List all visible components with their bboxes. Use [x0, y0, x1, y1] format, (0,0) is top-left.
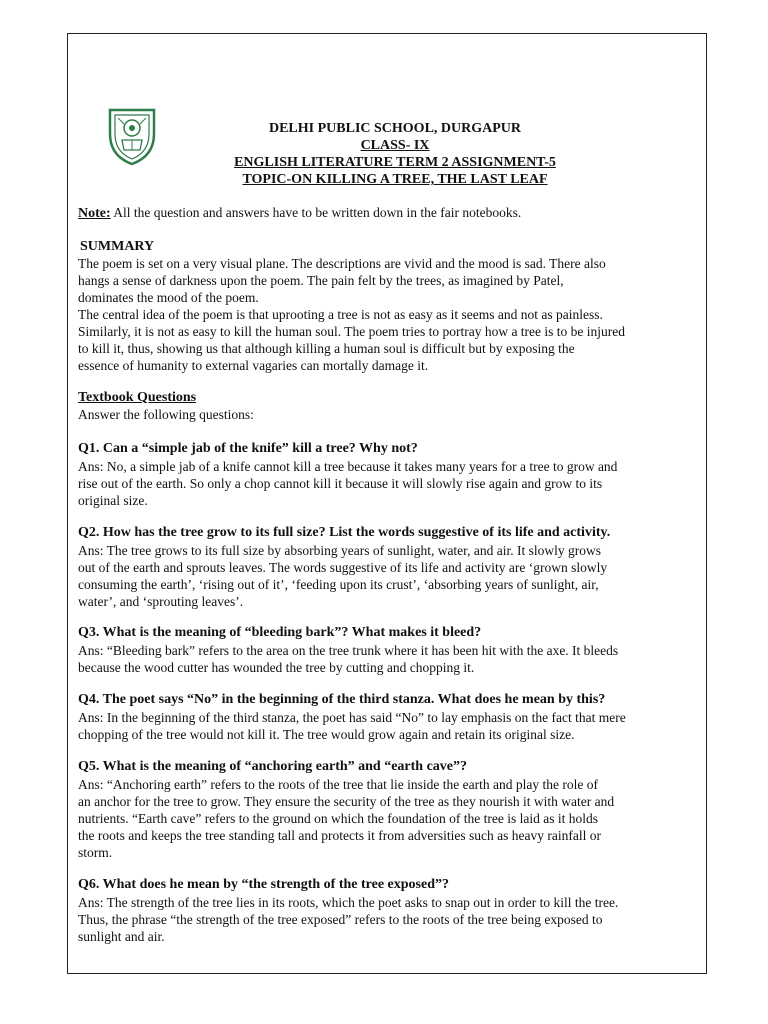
summary-line: Similarly, it is not as easy to kill the human soul. The poem tries to portray how a tree is to be injured [78, 324, 626, 339]
question-3 [78, 624, 708, 676]
answer-line: storm. [78, 845, 113, 860]
summary-line: to kill it, thus, showing us that although killing a human soul is difficult but by exposing the [78, 341, 575, 356]
question-text: Q1. Can a “simple jab of the knife” kill a tree? Why not? [78, 441, 418, 456]
summary-line: dominates the mood of the poem. [78, 290, 259, 305]
note-line [78, 205, 521, 222]
answer-line: Ans: “Bleeding bark” refers to the area on the tree trunk where it has been hit with the axe. It bleeds [78, 643, 619, 658]
summary-line: The central idea of the poem is that uprooting a tree is not as easy as it seems and not as painless. [78, 307, 603, 322]
answer-line: chopping of the tree would not kill it. The tree would grow again and retain its original size. [78, 727, 575, 742]
question-text: Q4. The poet says “No” in the beginning of the third stanza. What does he mean by this? [78, 692, 606, 707]
summary-line: essence of humanity to external vagaries can mortally damage it. [78, 358, 429, 373]
subject-title: ENGLISH LITERATURE TERM 2 ASSIGNMENT-5 [234, 155, 556, 170]
answer-line: because the wood cutter has wounded the tree by cutting and chopping it. [78, 660, 475, 675]
textbook-instruction: Answer the following questions: [78, 407, 254, 422]
answer-line: Thus, the phrase “the strength of the tree exposed” refers to the roots of the tree being exposed to [78, 912, 603, 927]
question-6 [78, 876, 708, 945]
answer-line: water’, and ‘sprouting leaves’. [78, 594, 244, 609]
question-2 [78, 524, 708, 610]
question-text: Q2. How has the tree grow to its full size? List the words suggestive of its life and activity. [78, 525, 611, 540]
question-5 [78, 758, 708, 861]
textbook-heading: Textbook Questions [78, 390, 197, 405]
summary-heading: SUMMARY [80, 239, 155, 254]
answer-line: nutrients. “Earth cave” refers to the ground on which the foundation of the tree is laid as it holds [78, 811, 598, 826]
note-label: Note: [78, 206, 111, 221]
summary-section [78, 238, 708, 374]
question-text: Q3. What is the meaning of “bleeding bark”? What makes it bleed? [78, 625, 482, 640]
summary-line: hangs a sense of darkness upon the poem. The pain felt by the trees, as imagined by Patel, [78, 273, 564, 288]
answer-line: original size. [78, 493, 148, 508]
class-label: CLASS- IX [360, 138, 430, 153]
note-text: All the question and answers have to be written down in the fair notebooks. [110, 205, 522, 220]
answer-line: Ans: No, a simple jab of a knife cannot kill a tree because it takes many years for a tree to grow and [78, 459, 618, 474]
question-1 [78, 440, 708, 509]
school-crest-logo [104, 104, 160, 168]
summary-line: The poem is set on a very visual plane. The descriptions are vivid and the mood is sad. There also [78, 256, 606, 271]
answer-line: sunlight and air. [78, 929, 165, 944]
school-name: DELHI PUBLIC SCHOOL, DURGAPUR [268, 121, 522, 136]
document-header [160, 120, 630, 188]
question-text: Q5. What is the meaning of “anchoring earth” and “earth cave”? [78, 759, 468, 774]
question-text: Q6. What does he mean by “the strength of the tree exposed”? [78, 877, 449, 892]
answer-line: an anchor for the tree to grow. They ensure the security of the tree as they nourish it with water and [78, 794, 615, 809]
answer-line: Ans: The tree grows to its full size by absorbing years of sunlight, water, and air. It slowly grows [78, 543, 601, 558]
answer-line: out of the earth and sprouts leaves. The words suggestive of its life and activity are ‘grown slowly [78, 560, 608, 575]
question-4 [78, 691, 708, 743]
answer-line: Ans: In the beginning of the third stanza, the poet has said “No” to lay emphasis on the fact that mere [78, 710, 626, 725]
answer-line: Ans: The strength of the tree lies in its roots, which the poet asks to snap out in order to kill the tree. [78, 895, 619, 910]
answer-line: consuming the earth’, ‘rising out of it’, ‘feeding upon its crust’, ‘absorbing years of sunlight, air, [78, 577, 599, 592]
answer-line: Ans: “Anchoring earth” refers to the roots of the tree that lie inside the earth and play the role of [78, 777, 598, 792]
answer-line: rise out of the earth. So only a chop cannot kill it because it will slowly rise again and grow to its [78, 476, 603, 491]
topic-title: TOPIC-ON KILLING A TREE, THE LAST LEAF [242, 172, 548, 187]
answer-line: the roots and keeps the tree standing tall and protects it from adversities such as heavy rainfall or [78, 828, 601, 843]
textbook-section [78, 389, 708, 423]
